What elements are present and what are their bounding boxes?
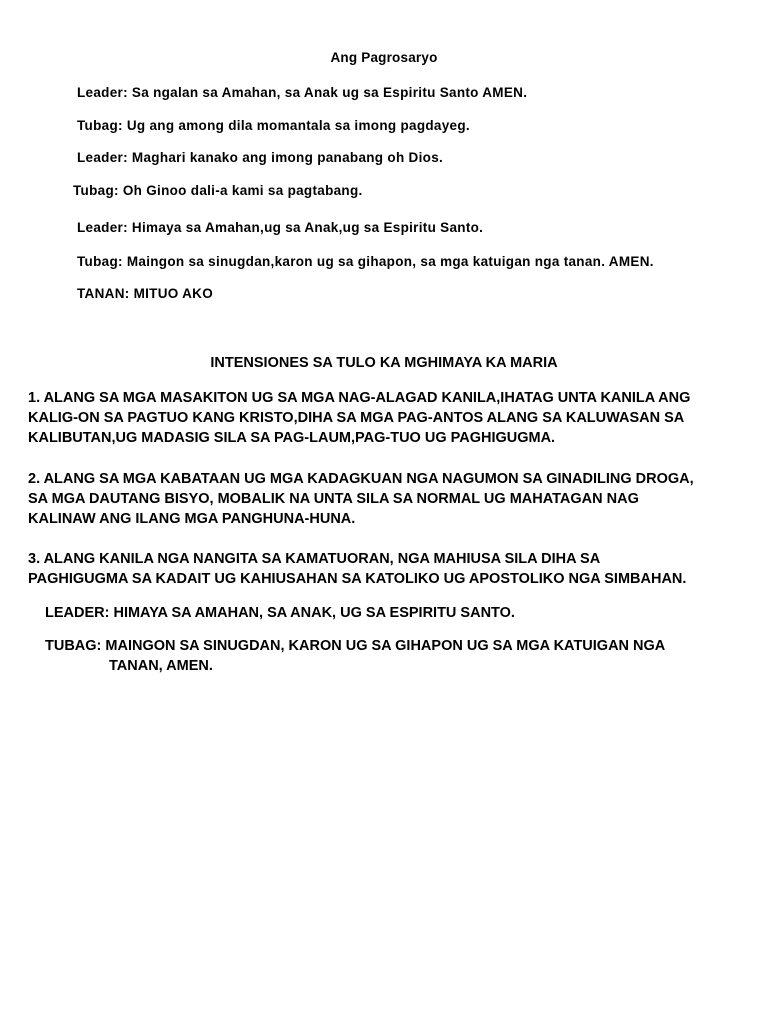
section-title: INTENSIONES SA TULO KA MGHIMAYA KA MARIA <box>210 355 558 371</box>
opening-line-tubag-3: Tubag: Maingon sa sinugdan,karon ug sa gihapon, sa mga katuigan nga tanan. AMEN. <box>77 254 654 269</box>
intention-1-line-2: KALIG-ON SA PAGTUO KANG KRISTO,DIHA SA MGA PAG-ANTOS ALANG SA KALUWASAN SA <box>28 410 685 426</box>
opening-line-tubag-2: Tubag: Oh Ginoo dali-a kami sa pagtabang. <box>73 183 363 198</box>
opening-line-leader-3: Leader: Himaya sa Amahan,ug sa Anak,ug sa Espiritu Santo. <box>77 220 484 235</box>
intention-1-line-3: KALIBUTAN,UG MADASIG SILA SA PAG-LAUM,PAG-TUO UG PAGHIGUGMA. <box>28 430 556 446</box>
intention-3-line-1: 3. ALANG KANILA NGA NANGITA SA KAMATUORAN, NGA MAHIUSA SILA DIHA SA <box>28 551 601 567</box>
closing-leader <box>45 603 515 623</box>
intention-2-line-3: KALINAW ANG ILANG MGA PANGHUNA-HUNA. <box>28 511 356 527</box>
opening-line-leader-2: Leader: Maghari kanako ang imong panabang oh Dios. <box>77 150 444 165</box>
intention-2-line-1: 2. ALANG SA MGA KABATAAN UG MGA KADAGKUAN NGA NAGUMON SA GINADILING DROGA, <box>28 471 694 487</box>
document-title: Ang Pagrosaryo <box>330 50 438 65</box>
intention-1 <box>28 388 748 448</box>
intention-3 <box>28 549 748 589</box>
closing-tubag <box>45 636 665 676</box>
closing-leader-text: LEADER: HIMAYA SA AMAHAN, SA ANAK, UG SA ESPIRITU SANTO. <box>45 605 515 621</box>
intention-3-line-2: PAGHIGUGMA SA KADAIT UG KAHIUSAHAN SA KATOLIKO UG APOSTOLIKO NGA SIMBAHAN. <box>28 571 687 587</box>
intention-2 <box>28 469 748 529</box>
closing-tubag-line-2: TANAN, AMEN. <box>109 658 213 674</box>
opening-line-tanan: TANAN: MITUO AKO <box>77 286 214 301</box>
intention-1-line-1: 1. ALANG SA MGA MASAKITON UG SA MGA NAG-ALAGAD KANILA,IHATAG UNTA KANILA ANG <box>28 390 691 406</box>
intention-2-line-2: SA MGA DAUTANG BISYO, MOBALIK NA UNTA SILA SA NORMAL UG MAHATAGAN NAG <box>28 491 639 507</box>
closing-tubag-line-1: TUBAG: MAINGON SA SINUGDAN, KARON UG SA GIHAPON UG SA MGA KATUIGAN NGA <box>45 638 666 654</box>
opening-line-tubag-1: Tubag: Ug ang among dila momantala sa imong pagdayeg. <box>77 118 470 133</box>
opening-line-leader-1: Leader: Sa ngalan sa Amahan, sa Anak ug sa Espiritu Santo AMEN. <box>77 85 528 100</box>
